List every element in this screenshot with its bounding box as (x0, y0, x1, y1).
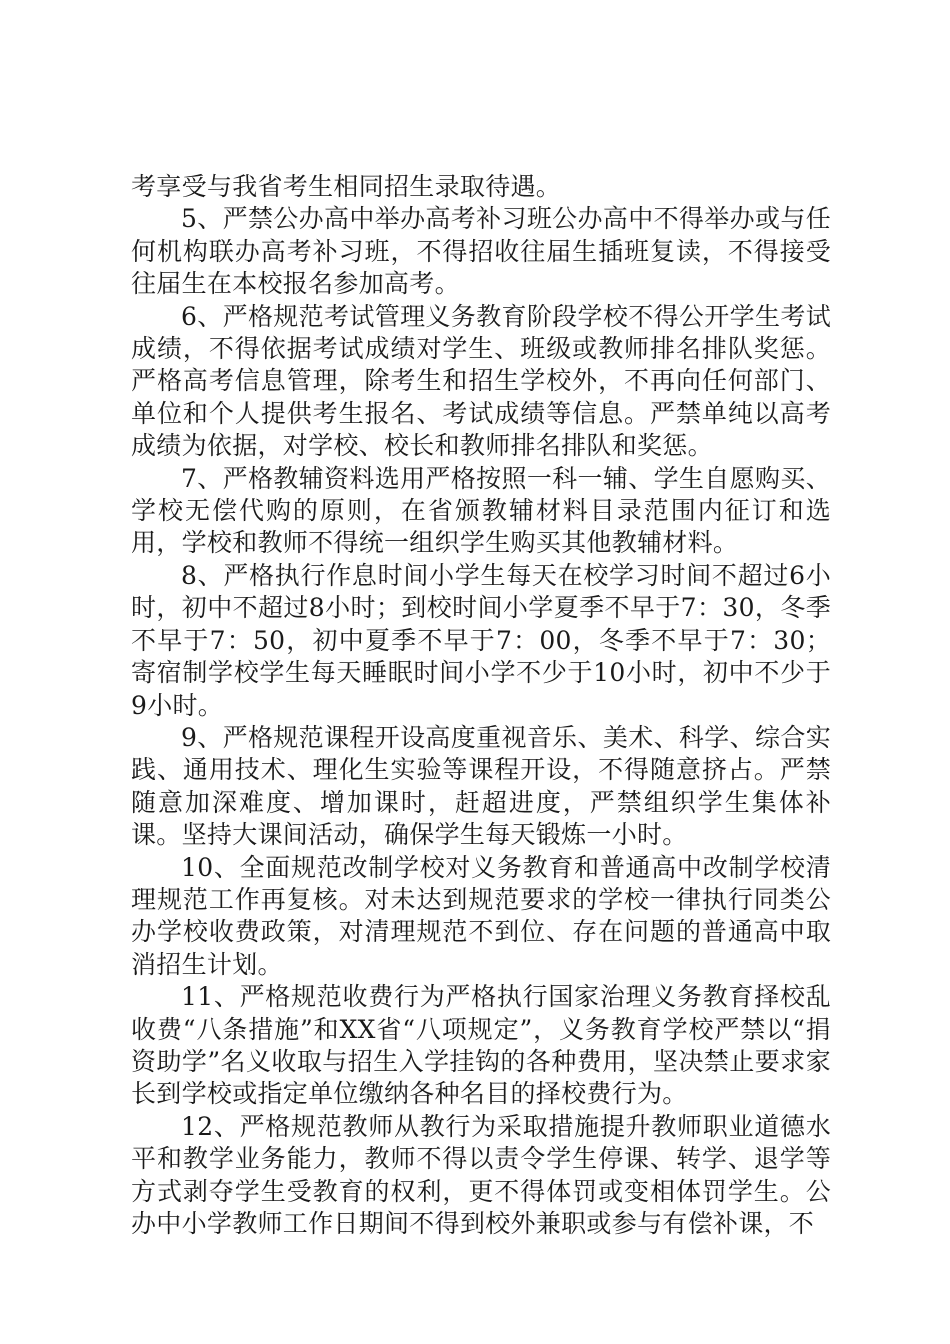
paragraph-item-11: 11、严格规范收费行为严格执行国家治理义务教育择校乱收费“八条措施”和XX省“八项规定”，义务教育学校严禁以“捐资助学”名义收取与招生入学挂钩的各种费用，坚决禁止要求家长到学校或指定单位缴纳各种名目的择校费行为。 (131, 982, 831, 1109)
paragraph-continuation: 考享受与我省考生相同招生录取待遇。 (131, 172, 562, 201)
paragraph-item-12: 12、严格规范教师从教行为采取措施提升教师职业道德水平和教学业务能力，教师不得以责令学生停课、转学、退学等方式剥夺学生受教育的权利，更不得体罚或变相体罚学生。公办中小学教师工作日期间不得到校外兼职或参与有偿补课，不 (131, 1111, 831, 1238)
paragraph-item-6: 6、严格规范考试管理义务教育阶段学校不得公开学生考试成绩，不得依据考试成绩对学生、班级或教师排名排队奖惩。严格高考信息管理，除考生和招生学校外，不再向任何部门、单位和个人提供考生报名、考试成绩等信息。严禁单纯以高考成绩为依据，对学校、校长和教师排名排队和奖惩。 (131, 301, 831, 461)
paragraph-item-5: 5、严禁公办高中举办高考补习班公办高中不得举办或与任何机构联办高考补习班，不得招收往届生插班复读，不得接受往届生在本校报名参加高考。 (131, 204, 831, 299)
paragraph-item-7: 7、严格教辅资料选用严格按照一科一辅、学生自愿购买、学校无偿代购的原则，在省颁教辅材料目录范围内征订和选用，学校和教师不得统一组织学生购买其他教辅材料。 (131, 463, 831, 558)
paragraph-item-10: 10、全面规范改制学校对义务教育和普通高中改制学校清理规范工作再复核。对未达到规范要求的学校一律执行同类公办学校收费政策，对清理规范不到位、存在问题的普通高中取消招生计划。 (131, 852, 831, 979)
paragraph-item-9: 9、严格规范课程开设高度重视音乐、美术、科学、综合实践、通用技术、理化生实验等课程开设，不得随意挤占。严禁随意加深难度、增加课时，赶超进度，严禁组织学生集体补课。坚持大课间活动，确保学生每天锻炼一小时。 (131, 722, 831, 850)
paragraph-item-8: 8、严格执行作息时间小学生每天在校学习时间不超过6小时，初中不超过8小时；到校时间小学夏季不早于7：30，冬季不早于7：50，初中夏季不早于7：00，冬季不早于7：30；寄宿制学校学生每天睡眠时间小学不少于10小时，初中不少于9小时。 (131, 560, 831, 720)
document-body (131, 171, 831, 1240)
